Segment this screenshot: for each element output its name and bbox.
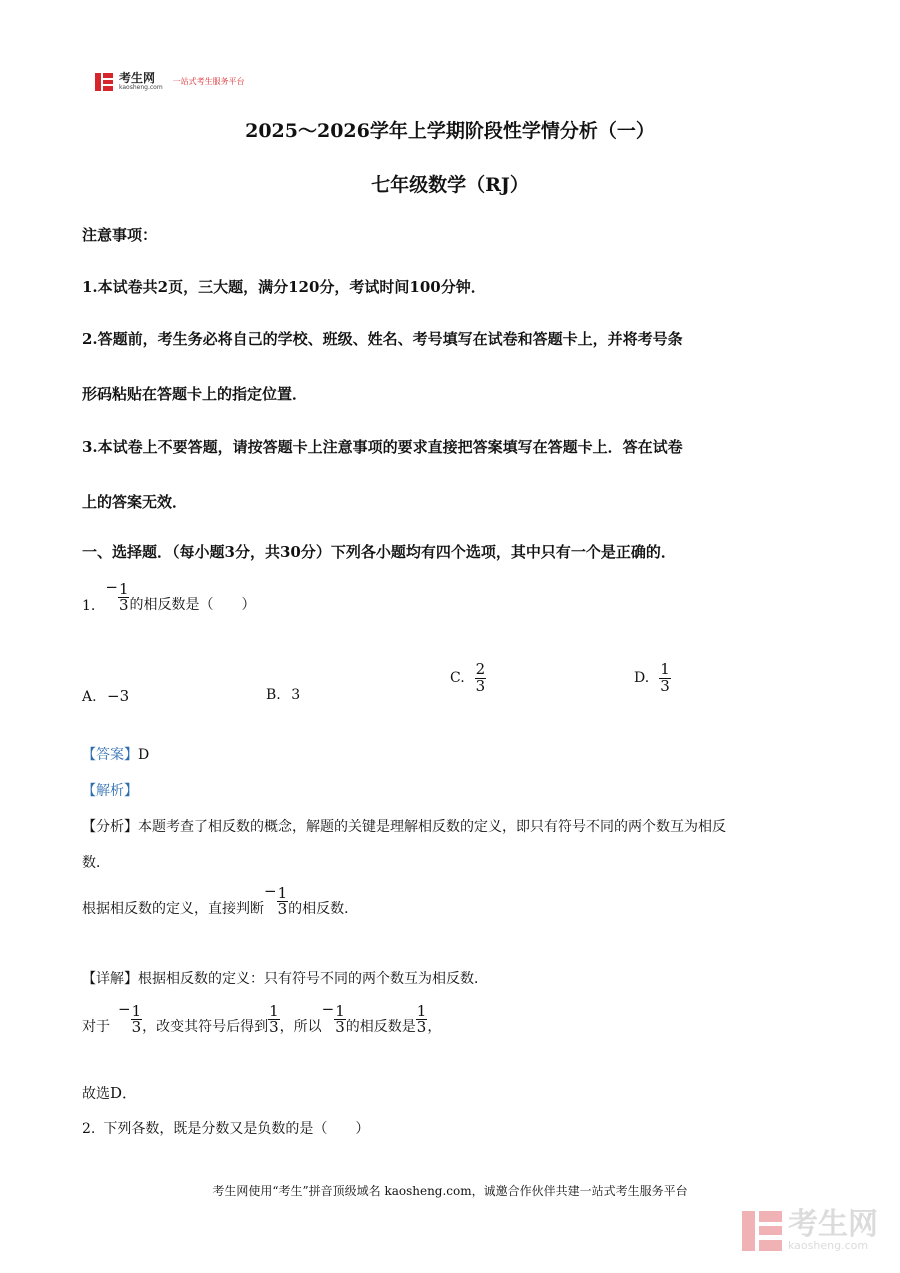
minus-sign: − <box>118 1000 131 1018</box>
fenxi-line-cont: 数． <box>82 855 110 871</box>
fraction <box>268 1001 280 1037</box>
fraction-denominator: 3 <box>416 1018 427 1037</box>
page-footer: 考生网使用“考生”拼音顶级域名 kaosheng.com，诚邀合作伙伴共建一站式考生服务平台 <box>212 1184 688 1198</box>
fraction-numerator: 1 <box>416 1001 427 1020</box>
fraction <box>416 1001 428 1037</box>
question-number: 1. <box>82 598 96 614</box>
xiangjie-text: 根据相反数的定义：只有符号不同的两个数互为相反数． <box>138 971 488 987</box>
judge-text-end: 的相反数． <box>288 901 359 917</box>
option-b <box>266 687 300 703</box>
fraction-denominator: 3 <box>475 676 486 695</box>
dui-text: ，改变其符号后得到 <box>142 1019 269 1035</box>
watermark-name: 考生网 <box>788 1207 878 1242</box>
fraction-numerator: 1 <box>131 1001 142 1020</box>
conclusion-text: 故选 <box>82 1086 110 1102</box>
fraction-denominator: 3 <box>269 1018 279 1037</box>
option-a <box>82 687 129 705</box>
judge-text: 根据相反数的定义，直接判断 <box>82 901 264 917</box>
page-title: 2025～2026学年上学期阶段性学情分析（一） <box>245 120 655 142</box>
header-logo <box>95 72 245 91</box>
fraction <box>131 1001 143 1037</box>
section-heading: 一、选择题．（每小题3分，共30分）下列各小题均有四个选项，其中只有一个是正确的． <box>82 543 676 561</box>
option-value: 3 <box>291 687 301 703</box>
analysis-tag: 【解析】 <box>82 783 138 799</box>
logo-icon <box>95 73 113 91</box>
dui-text: 对于 <box>82 1019 110 1035</box>
notes-item-3-cont: 上的答案无效． <box>82 493 188 511</box>
fraction-numerator: 2 <box>475 660 486 678</box>
notes-item-2-cont: 形码粘贴在答题卡上的指定位置． <box>82 385 308 403</box>
fraction-numerator: 1 <box>660 660 670 678</box>
judge-line <box>82 882 358 918</box>
xiangjie-line <box>82 968 488 988</box>
dui-line <box>82 1000 441 1036</box>
dui-text: ， <box>427 1019 442 1035</box>
fraction-denominator: 3 <box>335 1018 345 1037</box>
question-2-stem <box>82 1118 369 1138</box>
answer-tag: 【答案】 <box>82 747 138 763</box>
conclusion-line <box>82 1082 137 1103</box>
minus-sign: − <box>105 578 118 596</box>
minus-sign: − <box>264 882 277 900</box>
fraction <box>277 883 289 919</box>
page-subtitle: 七年级数学（RJ） <box>371 174 529 196</box>
fraction <box>118 579 130 615</box>
dui-text: ，所以 <box>279 1019 322 1035</box>
logo-domain: kaosheng.com <box>119 84 163 91</box>
watermark-logo <box>742 1207 878 1252</box>
fraction <box>475 662 487 695</box>
fraction-denominator: 3 <box>660 676 670 695</box>
option-c <box>450 662 486 695</box>
fraction-numerator: 1 <box>277 883 288 902</box>
question-text: 的相反数是（ ） <box>129 597 256 613</box>
xiangjie-tag: 【详解】 <box>82 971 138 987</box>
option-value: −3 <box>107 687 130 705</box>
watermark-icon <box>742 1211 782 1251</box>
fraction-denominator: 3 <box>118 596 129 615</box>
option-label: D. <box>634 670 650 687</box>
question-text: 下列各数，既是分数又是负数的是（ ） <box>103 1121 370 1137</box>
option-label: A. <box>82 689 97 705</box>
fraction <box>659 662 671 695</box>
notes-heading: 注意事项： <box>82 226 158 244</box>
question-1-stem <box>82 578 255 614</box>
logo-slogan: 一站式考生服务平台 <box>172 77 245 86</box>
option-d <box>634 662 671 695</box>
option-label: B. <box>266 687 281 703</box>
question-number: 2. <box>82 1121 96 1137</box>
option-label: C. <box>450 670 465 687</box>
fenxi-line <box>82 816 822 836</box>
logo-name: 考生网 <box>119 71 156 85</box>
answer-value: D <box>138 747 150 763</box>
notes-item-3: 3.本试卷上不要答题，请按答题卡上注意事项的要求直接把答案填写在答题卡上．答在试卷 <box>82 438 683 456</box>
fraction-numerator: 1 <box>269 1001 279 1020</box>
fraction-numerator: 1 <box>335 1001 345 1020</box>
answer-line <box>82 744 149 764</box>
fraction-numerator: 1 <box>118 579 129 598</box>
minus-sign: − <box>321 1000 335 1018</box>
fraction-denominator: 3 <box>277 900 288 919</box>
fraction-denominator: 3 <box>131 1018 142 1037</box>
notes-item-1: 1.本试卷共2页，三大题，满分120分，考试时间100分钟． <box>82 278 486 296</box>
conclusion-answer: D． <box>110 1084 138 1102</box>
fenxi-text: 本题考查了相反数的概念，解题的关键是理解相反数的定义，即只有符号不同的两个数互为相反 <box>138 819 726 835</box>
dui-text: 的相反数是 <box>345 1019 416 1035</box>
watermark-domain: kaosheng.com <box>788 1239 869 1252</box>
fraction <box>334 1001 346 1037</box>
analysis-line <box>82 780 138 800</box>
fenxi-tag: 【分析】 <box>82 819 138 835</box>
notes-item-2: 2.答题前，考生务必将自己的学校、班级、姓名、考号填写在试卷和答题卡上，并将考号条 <box>82 330 683 348</box>
